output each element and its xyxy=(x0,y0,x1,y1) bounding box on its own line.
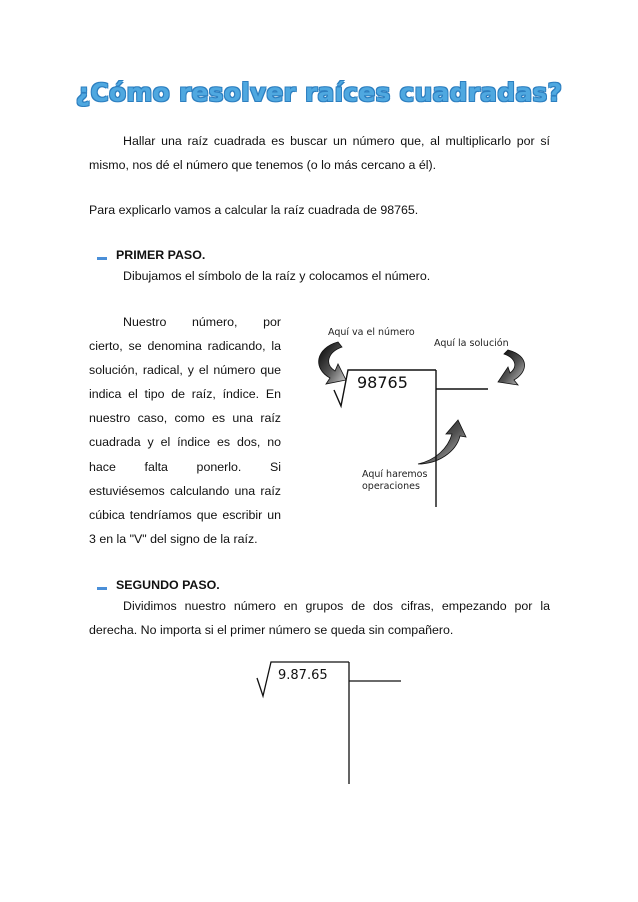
arrow-to-operations-icon xyxy=(418,420,466,464)
label-solution: Aquí la solución xyxy=(434,338,509,349)
step2-text: Dividimos nuestro número en grupos de dos cifras, empezando por la derecha. No importa si el primer número se queda sin compañero. xyxy=(89,599,550,637)
arrow-to-number-icon xyxy=(319,342,346,384)
label-operations-1: Aquí haremos xyxy=(362,469,428,480)
step2-heading: SEGUNDO PASO. xyxy=(116,578,220,592)
grouped-radicand: 9.87.65 xyxy=(278,668,328,683)
page-title: ¿Cómo resolver raíces cuadradas? xyxy=(75,78,563,107)
arrow-to-solution-icon xyxy=(498,350,525,385)
bullet-dash xyxy=(97,257,107,260)
step1-heading: PRIMER PASO. xyxy=(116,248,206,262)
root-diagram-figure xyxy=(308,322,540,512)
step1-explanation-rest: cierto, se denomina radicando, la solución, radical, y el número que indica el tipo de raíz, índice. En nuestro caso, como es una raíz cuadrada y el índice es dos, no hace falta ponerlo. Si estuviésemos calculando una raíz cúbica tendríamos que escribir un 3 en la "V" del signo de la raíz. xyxy=(89,339,281,546)
label-operations-2: operaciones xyxy=(362,481,420,492)
step1-explanation xyxy=(89,310,281,551)
grouped-number-figure xyxy=(255,660,405,785)
bullet-dash xyxy=(97,587,107,590)
radicand-number: 98765 xyxy=(357,373,408,392)
intro-paragraph: Hallar una raíz cuadrada es buscar un número que, al multiplicarlo por sí mismo, nos dé el número que tenemos (o lo más cercano a él). xyxy=(89,134,550,172)
step1-explanation-first-line: Nuestro número, por xyxy=(123,315,281,329)
intro-example-paragraph: Para explicarlo vamos a calcular la raíz cuadrada de 98765. xyxy=(89,203,419,217)
step1-text: Dibujamos el símbolo de la raíz y colocamos el número. xyxy=(123,269,431,283)
label-number: Aquí va el número xyxy=(328,327,415,338)
